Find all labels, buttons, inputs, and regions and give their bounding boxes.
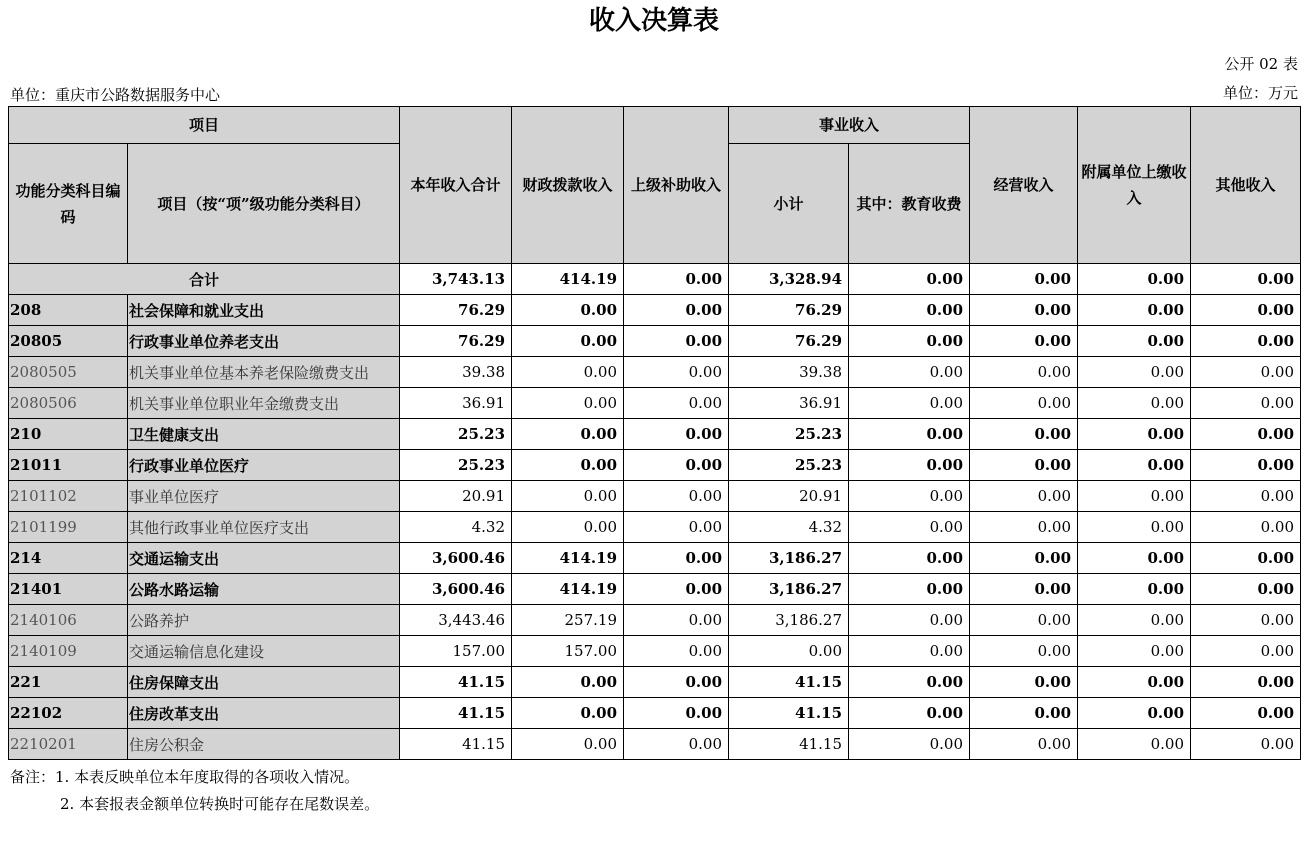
cell-function-name: 机关事业单位职业年金缴费支出 xyxy=(128,388,400,419)
cell-superior: 0.00 xyxy=(624,605,729,636)
cell-fiscal: 414.19 xyxy=(512,543,624,574)
cell-other: 0.00 xyxy=(1191,543,1301,574)
cell-fiscal: 0.00 xyxy=(512,512,624,543)
header-fiscal-appropriation: 财政拨款收入 xyxy=(512,107,624,264)
cell-function-name: 社会保障和就业支出 xyxy=(128,295,400,326)
cell-superior: 0.00 xyxy=(624,574,729,605)
cell-other: 0.00 xyxy=(1191,419,1301,450)
cell-function-code: 2080506 xyxy=(9,388,128,419)
cell-affiliated: 0.00 xyxy=(1078,295,1191,326)
cell-affiliated: 0.00 xyxy=(1078,698,1191,729)
cell-operating: 0.00 xyxy=(970,667,1078,698)
header-education-fees: 其中：教育收费 xyxy=(849,144,970,264)
cell-function-code: 221 xyxy=(9,667,128,698)
cell-function-code: 208 xyxy=(9,295,128,326)
cell-superior: 0.00 xyxy=(624,481,729,512)
cell-operating: 0.00 xyxy=(970,419,1078,450)
header-operating-income: 经营收入 xyxy=(970,107,1078,264)
header-function-code: 功能分类科目编码 xyxy=(9,144,128,264)
cell-subtotal: 39.38 xyxy=(729,357,849,388)
cell-other: 0.00 xyxy=(1191,326,1301,357)
cell-superior: 0.00 xyxy=(624,388,729,419)
header-other-income: 其他收入 xyxy=(1191,107,1301,264)
cell-fiscal: 157.00 xyxy=(512,636,624,667)
cell-education: 0.00 xyxy=(849,574,970,605)
cell-education: 0.00 xyxy=(849,388,970,419)
cell-total-income: 157.00 xyxy=(400,636,512,667)
cell-operating: 0.00 xyxy=(970,481,1078,512)
cell-function-name: 住房公积金 xyxy=(128,729,400,760)
cell-fiscal: 257.19 xyxy=(512,605,624,636)
cell-operating: 0.00 xyxy=(970,512,1078,543)
cell-function-name: 公路养护 xyxy=(128,605,400,636)
cell-superior: 0.00 xyxy=(624,543,729,574)
cell-function-code: 20805 xyxy=(9,326,128,357)
cell-operating: 0.00 xyxy=(970,543,1078,574)
cell-superior: 0.00 xyxy=(624,698,729,729)
cell-operating: 0.00 xyxy=(970,295,1078,326)
cell-subtotal: 3,186.27 xyxy=(729,605,849,636)
cell-fiscal: 414.19 xyxy=(512,574,624,605)
header-business-income: 事业收入 xyxy=(729,107,970,144)
cell-function-code: 2140106 xyxy=(9,605,128,636)
cell-education: 0.00 xyxy=(849,698,970,729)
cell-superior: 0.00 xyxy=(624,264,729,295)
cell-function-code: 21011 xyxy=(9,450,128,481)
reporting-unit: 单位：重庆市公路数据服务中心 xyxy=(10,86,221,104)
cell-other: 0.00 xyxy=(1191,698,1301,729)
header-affiliated-income: 附属单位上缴收入 xyxy=(1078,107,1191,264)
header-subtotal: 小计 xyxy=(729,144,849,264)
cell-affiliated: 0.00 xyxy=(1078,326,1191,357)
cell-education: 0.00 xyxy=(849,481,970,512)
cell-operating: 0.00 xyxy=(970,450,1078,481)
cell-education: 0.00 xyxy=(849,326,970,357)
notes xyxy=(10,764,379,818)
cell-superior: 0.00 xyxy=(624,419,729,450)
cell-other: 0.00 xyxy=(1191,636,1301,667)
cell-subtotal: 3,186.27 xyxy=(729,543,849,574)
cell-function-code: 2080505 xyxy=(9,357,128,388)
cell-superior: 0.00 xyxy=(624,667,729,698)
cell-function-name: 公路水路运输 xyxy=(128,574,400,605)
cell-function-name: 交通运输信息化建设 xyxy=(128,636,400,667)
table-row xyxy=(9,605,1301,636)
cell-fiscal: 0.00 xyxy=(512,729,624,760)
income-final-accounts-table xyxy=(8,106,1301,760)
cell-fiscal: 0.00 xyxy=(512,419,624,450)
cell-other: 0.00 xyxy=(1191,667,1301,698)
cell-other: 0.00 xyxy=(1191,574,1301,605)
cell-total-income: 20.91 xyxy=(400,481,512,512)
cell-other: 0.00 xyxy=(1191,357,1301,388)
cell-subtotal: 36.91 xyxy=(729,388,849,419)
cell-subtotal: 20.91 xyxy=(729,481,849,512)
cell-affiliated: 0.00 xyxy=(1078,450,1191,481)
cell-education: 0.00 xyxy=(849,357,970,388)
table-row xyxy=(9,512,1301,543)
cell-operating: 0.00 xyxy=(970,357,1078,388)
table-row xyxy=(9,698,1301,729)
cell-total-income: 3,600.46 xyxy=(400,543,512,574)
cell-subtotal: 76.29 xyxy=(729,326,849,357)
cell-operating: 0.00 xyxy=(970,574,1078,605)
table-row xyxy=(9,450,1301,481)
cell-operating: 0.00 xyxy=(970,605,1078,636)
cell-fiscal: 0.00 xyxy=(512,450,624,481)
currency-unit: 单位：万元 xyxy=(1222,84,1298,102)
cell-fiscal: 0.00 xyxy=(512,388,624,419)
cell-affiliated: 0.00 xyxy=(1078,264,1191,295)
cell-education: 0.00 xyxy=(849,605,970,636)
cell-affiliated: 0.00 xyxy=(1078,357,1191,388)
page-title: 收入决算表 xyxy=(588,6,719,36)
cell-education: 0.00 xyxy=(849,636,970,667)
header-project: 项目 xyxy=(9,107,400,144)
cell-superior: 0.00 xyxy=(624,636,729,667)
cell-function-name: 交通运输支出 xyxy=(128,543,400,574)
cell-operating: 0.00 xyxy=(970,388,1078,419)
cell-other: 0.00 xyxy=(1191,388,1301,419)
cell-superior: 0.00 xyxy=(624,326,729,357)
cell-affiliated: 0.00 xyxy=(1078,605,1191,636)
cell-function-code: 2210201 xyxy=(9,729,128,760)
cell-affiliated: 0.00 xyxy=(1078,388,1191,419)
cell-total-income: 3,600.46 xyxy=(400,574,512,605)
cell-subtotal: 4.32 xyxy=(729,512,849,543)
table-row xyxy=(9,419,1301,450)
cell-affiliated: 0.00 xyxy=(1078,636,1191,667)
cell-education: 0.00 xyxy=(849,729,970,760)
total-label: 合计 xyxy=(9,264,400,295)
cell-fiscal: 0.00 xyxy=(512,295,624,326)
cell-total-income: 25.23 xyxy=(400,450,512,481)
cell-superior: 0.00 xyxy=(624,512,729,543)
cell-total-income: 76.29 xyxy=(400,326,512,357)
cell-fiscal: 0.00 xyxy=(512,698,624,729)
cell-function-code: 2140109 xyxy=(9,636,128,667)
cell-function-name: 机关事业单位基本养老保险缴费支出 xyxy=(128,357,400,388)
cell-total-income: 4.32 xyxy=(400,512,512,543)
cell-total-income: 3,443.46 xyxy=(400,605,512,636)
cell-other: 0.00 xyxy=(1191,295,1301,326)
cell-function-code: 21401 xyxy=(9,574,128,605)
cell-total-income: 3,743.13 xyxy=(400,264,512,295)
cell-affiliated: 0.00 xyxy=(1078,574,1191,605)
cell-subtotal: 41.15 xyxy=(729,667,849,698)
table-row xyxy=(9,729,1301,760)
cell-affiliated: 0.00 xyxy=(1078,667,1191,698)
cell-superior: 0.00 xyxy=(624,295,729,326)
cell-affiliated: 0.00 xyxy=(1078,729,1191,760)
table-row xyxy=(9,543,1301,574)
cell-education: 0.00 xyxy=(849,512,970,543)
cell-operating: 0.00 xyxy=(970,698,1078,729)
cell-education: 0.00 xyxy=(849,667,970,698)
cell-operating: 0.00 xyxy=(970,264,1078,295)
cell-function-name: 行政事业单位医疗 xyxy=(128,450,400,481)
cell-operating: 0.00 xyxy=(970,636,1078,667)
cell-superior: 0.00 xyxy=(624,450,729,481)
cell-function-code: 2101102 xyxy=(9,481,128,512)
cell-other: 0.00 xyxy=(1191,481,1301,512)
cell-total-income: 41.15 xyxy=(400,698,512,729)
header-total-income: 本年收入合计 xyxy=(400,107,512,264)
form-number: 公开 02 表 xyxy=(1224,55,1298,73)
cell-subtotal: 41.15 xyxy=(729,698,849,729)
cell-total-income: 41.15 xyxy=(400,729,512,760)
cell-function-code: 210 xyxy=(9,419,128,450)
cell-subtotal: 0.00 xyxy=(729,636,849,667)
cell-fiscal: 0.00 xyxy=(512,667,624,698)
cell-function-name: 行政事业单位养老支出 xyxy=(128,326,400,357)
cell-function-name: 事业单位医疗 xyxy=(128,481,400,512)
cell-total-income: 39.38 xyxy=(400,357,512,388)
note-1: 备注：1. 本表反映单位本年度取得的各项收入情况。 xyxy=(10,768,360,786)
total-row xyxy=(9,264,1301,295)
cell-operating: 0.00 xyxy=(970,326,1078,357)
table-row xyxy=(9,574,1301,605)
cell-other: 0.00 xyxy=(1191,512,1301,543)
cell-total-income: 76.29 xyxy=(400,295,512,326)
cell-subtotal: 76.29 xyxy=(729,295,849,326)
cell-fiscal: 0.00 xyxy=(512,357,624,388)
cell-other: 0.00 xyxy=(1191,450,1301,481)
header-function-name: 项目（按“项”级功能分类科目） xyxy=(128,144,400,264)
cell-function-name: 其他行政事业单位医疗支出 xyxy=(128,512,400,543)
cell-affiliated: 0.00 xyxy=(1078,543,1191,574)
cell-other: 0.00 xyxy=(1191,264,1301,295)
cell-function-code: 2101199 xyxy=(9,512,128,543)
cell-affiliated: 0.00 xyxy=(1078,419,1191,450)
table-row xyxy=(9,357,1301,388)
header-superior-subsidy: 上级补助收入 xyxy=(624,107,729,264)
note-2: 2. 本套报表金额单位转换时可能存在尾数误差。 xyxy=(60,795,380,813)
table-row xyxy=(9,667,1301,698)
cell-education: 0.00 xyxy=(849,450,970,481)
table-row xyxy=(9,388,1301,419)
cell-total-income: 41.15 xyxy=(400,667,512,698)
cell-superior: 0.00 xyxy=(624,357,729,388)
cell-education: 0.00 xyxy=(849,295,970,326)
cell-subtotal: 3,186.27 xyxy=(729,574,849,605)
cell-superior: 0.00 xyxy=(624,729,729,760)
cell-education: 0.00 xyxy=(849,419,970,450)
cell-total-income: 36.91 xyxy=(400,388,512,419)
table-row xyxy=(9,636,1301,667)
cell-fiscal: 0.00 xyxy=(512,326,624,357)
table-row xyxy=(9,295,1301,326)
table-row xyxy=(9,326,1301,357)
cell-subtotal: 41.15 xyxy=(729,729,849,760)
cell-subtotal: 3,328.94 xyxy=(729,264,849,295)
cell-other: 0.00 xyxy=(1191,729,1301,760)
cell-function-name: 住房保障支出 xyxy=(128,667,400,698)
cell-total-income: 25.23 xyxy=(400,419,512,450)
table-row xyxy=(9,481,1301,512)
cell-affiliated: 0.00 xyxy=(1078,512,1191,543)
cell-subtotal: 25.23 xyxy=(729,450,849,481)
cell-fiscal: 414.19 xyxy=(512,264,624,295)
cell-function-code: 22102 xyxy=(9,698,128,729)
cell-affiliated: 0.00 xyxy=(1078,481,1191,512)
cell-subtotal: 25.23 xyxy=(729,419,849,450)
cell-operating: 0.00 xyxy=(970,729,1078,760)
cell-other: 0.00 xyxy=(1191,605,1301,636)
cell-fiscal: 0.00 xyxy=(512,481,624,512)
cell-education: 0.00 xyxy=(849,264,970,295)
cell-function-code: 214 xyxy=(9,543,128,574)
cell-education: 0.00 xyxy=(849,543,970,574)
cell-function-name: 卫生健康支出 xyxy=(128,419,400,450)
cell-function-name: 住房改革支出 xyxy=(128,698,400,729)
